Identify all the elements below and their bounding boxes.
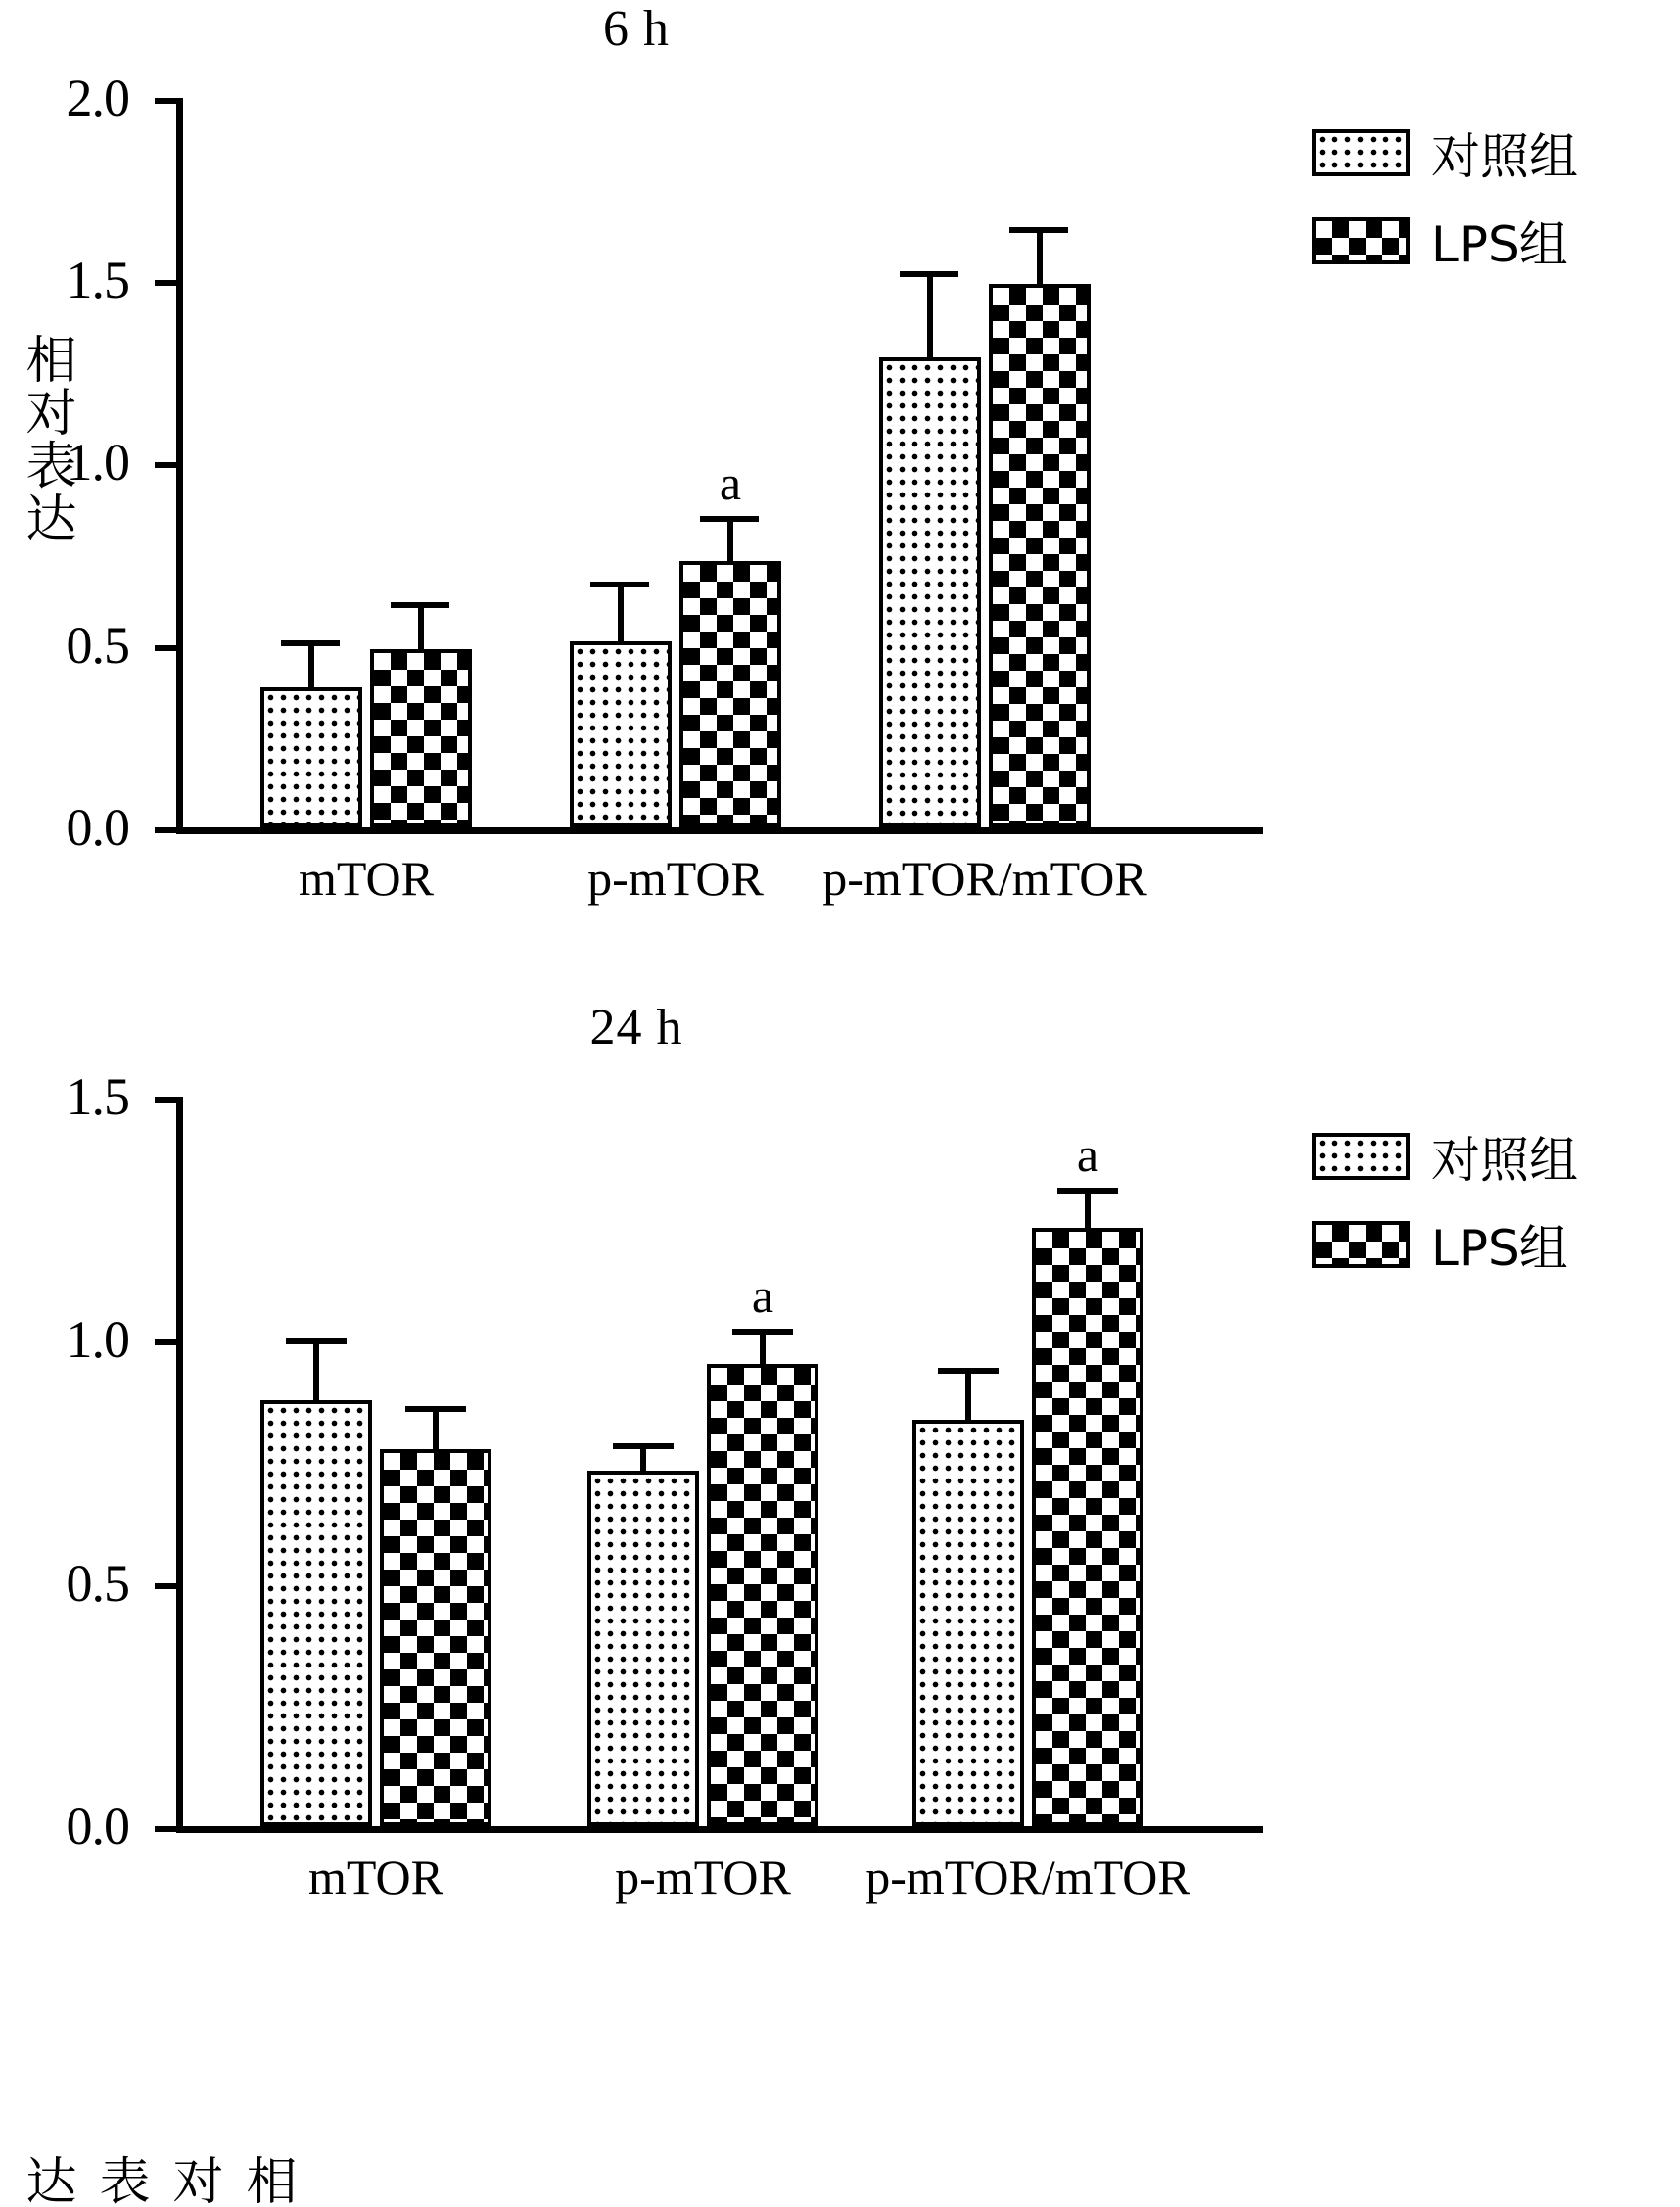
plot-area-6h	[66, 69, 1263, 906]
bar-6h-mTOR-lps	[370, 649, 472, 827]
y-tick-label-1-0-24h: 1.0	[66, 1310, 129, 1369]
bar-24h-pmTOR-control	[587, 1471, 699, 1826]
panel-24h	[0, 999, 1680, 2207]
errorcap-24h-pmTOR-lps	[732, 1329, 793, 1335]
errorbar-24h-pmTOR-lps	[760, 1335, 766, 1364]
bar-6h-pmTOR-lps	[679, 561, 781, 827]
bar-24h-ratio-lps	[1032, 1228, 1143, 1826]
errorbar-6h-ratio-lps	[1037, 233, 1043, 284]
x-axis-6h	[176, 827, 1263, 834]
legend-24h	[1312, 1121, 1578, 1297]
legend-swatch-checker-icon	[1312, 217, 1410, 264]
y-tick-label-1-5-24h: 1.5	[66, 1067, 129, 1126]
x-axis-24h	[176, 1826, 1263, 1833]
bar-24h-pmTOR-lps	[707, 1364, 818, 1826]
y-tick-label-1-0-6h: 1.0	[66, 433, 129, 492]
y-tick-0-0-6h	[66, 798, 176, 857]
errorbar-6h-pmTOR-control	[618, 587, 624, 641]
panel-title-24h: 24 h	[589, 1000, 683, 1056]
legend-swatch-checker-icon	[1312, 1221, 1410, 1268]
errorbar-6h-mTOR-lps	[418, 608, 424, 649]
y-tick-0-0-24h	[66, 1797, 176, 1855]
errorbar-6h-ratio-control	[927, 277, 933, 357]
bar-24h-mTOR-lps	[380, 1449, 491, 1826]
errorcap-24h-ratio-lps	[1057, 1188, 1118, 1194]
errorbar-6h-pmTOR-lps	[727, 522, 733, 561]
legend-item-6h-control	[1312, 117, 1578, 188]
sig-marker-24h-ratio-lps: a	[1076, 1127, 1099, 1182]
legend-swatch-dots-icon	[1312, 129, 1410, 176]
y-tick-label-0-5-24h: 0.5	[66, 1554, 129, 1613]
x-category-label-6h-mTOR: mTOR	[299, 851, 434, 906]
errorcap-24h-ratio-control	[938, 1368, 999, 1374]
panel-title-6h: 6 h	[603, 1, 670, 57]
bar-24h-ratio-control	[912, 1420, 1024, 1826]
errorbar-24h-pmTOR-control	[640, 1449, 646, 1471]
y-tick-label-2-0-6h: 2.0	[66, 69, 129, 127]
bar-6h-ratio-control	[879, 357, 981, 827]
errorcap-24h-mTOR-control	[286, 1338, 347, 1344]
plot-area-24h	[66, 1067, 1263, 1904]
errorcap-6h-ratio-control	[900, 271, 958, 277]
errorcap-6h-pmTOR-lps	[700, 516, 759, 522]
legend-item-24h-control	[1312, 1121, 1578, 1192]
y-tick-label-0-0-6h: 0.0	[66, 798, 129, 857]
legend-swatch-dots-icon	[1312, 1133, 1410, 1180]
x-category-label-24h-ratio: p-mTOR/mTOR	[865, 1850, 1190, 1904]
legend-label-24h-control: 对照组	[1431, 1132, 1578, 1189]
y-tick-1-0-24h	[66, 1310, 176, 1369]
y-tick-1-0-6h	[66, 433, 176, 492]
errorcap-6h-pmTOR-control	[590, 582, 649, 587]
errorbar-24h-mTOR-control	[313, 1344, 319, 1400]
y-axis-6h	[176, 98, 183, 827]
y-tick-label-0-0-24h: 0.0	[66, 1797, 129, 1855]
errorcap-24h-mTOR-lps	[405, 1406, 466, 1412]
x-category-label-6h-ratio: p-mTOR/mTOR	[822, 851, 1147, 906]
x-category-label-24h-mTOR: mTOR	[308, 1850, 443, 1904]
sig-marker-6h-pmTOR-lps: a	[719, 455, 742, 510]
errorcap-6h-mTOR-lps	[391, 602, 449, 608]
panel-6h	[0, 0, 1680, 979]
legend-6h	[1312, 117, 1578, 294]
legend-label-6h-lps: LPS组	[1431, 216, 1568, 273]
y-tick-1-5-24h	[66, 1067, 176, 1126]
y-tick-0-5-24h	[66, 1554, 176, 1613]
errorbar-24h-mTOR-lps	[433, 1412, 439, 1449]
legend-item-6h-lps	[1312, 206, 1578, 276]
y-tick-2-0-6h	[66, 69, 176, 127]
errorbar-24h-ratio-lps	[1085, 1194, 1091, 1228]
y-tick-label-1-5-6h: 1.5	[66, 251, 129, 309]
errorbar-24h-ratio-control	[965, 1374, 971, 1420]
y-axis-label-6h: 相对表达	[17, 333, 75, 544]
errorcap-24h-pmTOR-control	[613, 1443, 674, 1449]
legend-label-6h-control: 对照组	[1431, 128, 1578, 185]
y-tick-0-5-6h	[66, 616, 176, 675]
bar-24h-mTOR-control	[260, 1400, 372, 1826]
y-axis-label-24h: 相对表达	[17, 2154, 296, 2207]
legend-item-24h-lps	[1312, 1209, 1578, 1280]
bar-6h-pmTOR-control	[570, 641, 672, 827]
errorcap-6h-ratio-lps	[1009, 227, 1068, 233]
errorcap-6h-mTOR-control	[281, 640, 340, 646]
y-tick-1-5-6h	[66, 251, 176, 309]
x-category-label-24h-pmTOR: p-mTOR	[615, 1850, 791, 1904]
y-tick-label-0-5-6h: 0.5	[66, 616, 129, 675]
errorbar-6h-mTOR-control	[308, 646, 314, 687]
y-axis-24h	[176, 1097, 183, 1826]
bar-6h-ratio-lps	[989, 284, 1091, 827]
legend-label-24h-lps: LPS组	[1431, 1220, 1568, 1277]
bar-6h-mTOR-control	[260, 687, 362, 827]
x-category-label-6h-pmTOR: p-mTOR	[587, 851, 764, 906]
sig-marker-24h-pmTOR-lps: a	[751, 1268, 774, 1323]
